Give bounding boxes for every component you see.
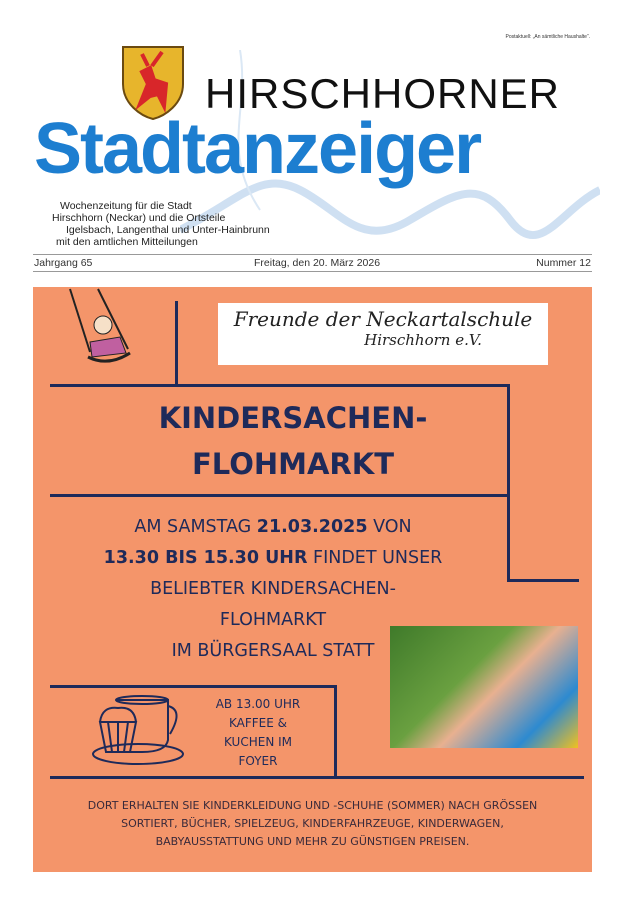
text: BABYAUSSTATTUNG UND MEHR ZU GÜNSTIGEN PREISEN. [155, 835, 470, 848]
text: AM SAMSTAG [134, 517, 257, 537]
poster-headline [93, 395, 493, 487]
event-time: 13.30 BIS 15.30 UHR [103, 548, 308, 568]
issue-date: Freitag, den 20. März 2026 [254, 257, 381, 269]
headline-line: KINDERSACHEN- [158, 401, 428, 435]
text: KAFFEE & [228, 716, 287, 730]
issue-number: Nummer 12 [536, 257, 591, 269]
coffee-cake-icon [88, 692, 188, 767]
club-name: Freunde der Neckartalschule [233, 307, 533, 331]
subtitle-line: Hirschhorn (Neckar) und die Ortsteile [52, 212, 226, 224]
subtitle-line: Wochenzeitung für die Stadt [60, 200, 192, 212]
text: SORTIERT, BÜCHER, SPIELZEUG, KINDERFAHRZEUGE, KINDERWAGEN, [121, 817, 504, 830]
club-logo [218, 303, 548, 365]
event-date: 21.03.2025 [256, 517, 368, 537]
text: AB 13.00 UHR [215, 697, 301, 711]
event-location: IM BÜRGERSAAL STATT [171, 641, 375, 661]
text: BELIEBTER KINDERSACHEN- [150, 579, 396, 599]
masthead-title-main: Stadtanzeiger [34, 109, 481, 189]
postal-note: Postaktuell: „An sämtliche Haushalte“. [505, 34, 590, 40]
masthead-title-top: HIRSCHHORNER [205, 70, 561, 117]
text: FOYER [238, 754, 278, 768]
text: VON [367, 517, 412, 537]
subtitle-line: mit den amtlichen Mitteilungen [56, 236, 198, 248]
headline-line: FLOHMARKT [191, 447, 395, 481]
text: DORT ERHALTEN SIE KINDERKLEIDUNG UND -SCHUHE (SOMMER) NACH GRÖSSEN [87, 799, 538, 812]
subtitle-line: Igelsbach, Langenthal und Unter-Hainbrunn [66, 224, 270, 236]
children-photo [390, 626, 578, 748]
flea-market-poster [33, 287, 592, 872]
swinging-child-icon [68, 287, 153, 377]
offer-description [43, 797, 582, 851]
divider [33, 254, 592, 255]
club-location: Hirschhorn e.V. [364, 331, 482, 349]
text: FLOHMARKT [219, 610, 327, 630]
cafe-info [193, 695, 323, 771]
volume: Jahrgang 65 [34, 257, 93, 269]
divider [33, 271, 592, 272]
text: FINDET UNSER [307, 548, 443, 568]
text: KUCHEN IM [224, 735, 292, 749]
